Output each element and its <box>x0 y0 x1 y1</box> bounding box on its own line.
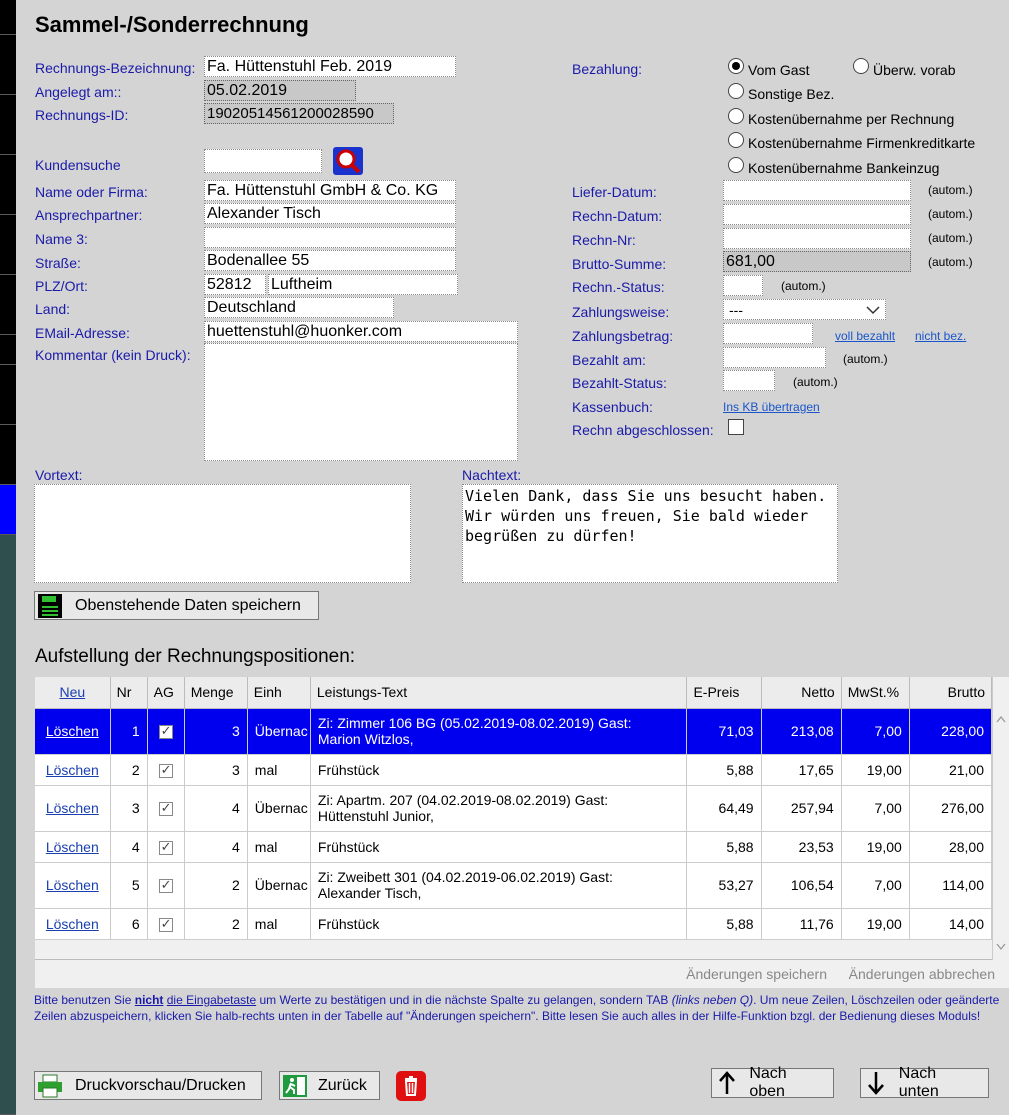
row-text[interactable] <box>310 908 687 939</box>
autom-bezahlt-status: (autom.) <box>793 375 838 389</box>
arrow-down-icon <box>861 1069 891 1097</box>
delete-cell <box>35 785 110 831</box>
delete-row-link[interactable]: Löschen <box>45 915 99 932</box>
row-nr: 2 <box>110 754 147 785</box>
row-einh[interactable]: Übernac <box>247 785 310 831</box>
table-header-row <box>35 677 992 708</box>
radio-ku-bankeinzug[interactable] <box>728 157 744 173</box>
sidebar-segment[interactable] <box>0 35 16 95</box>
row-text[interactable] <box>310 831 687 862</box>
row-text[interactable] <box>310 785 687 831</box>
delete-button[interactable] <box>396 1071 426 1101</box>
row-einh[interactable]: mal <box>247 831 310 862</box>
delete-row-link[interactable]: Löschen <box>45 723 99 739</box>
radio-sonstige[interactable] <box>728 83 744 99</box>
save-data-label: Obenstehende Daten speichern <box>75 596 301 614</box>
label-rechn-nr: Rechn-Nr: <box>572 232 636 248</box>
autom-rechn-nr: (autom.) <box>928 231 973 245</box>
table-bottom-space <box>35 940 992 960</box>
row-ag[interactable] <box>147 831 184 862</box>
label-brutto-summe: Brutto-Summe: <box>572 256 667 272</box>
abgeschlossen-checkbox[interactable] <box>728 419 744 435</box>
scroll-bottom-button[interactable] <box>860 1065 989 1100</box>
row-text[interactable] <box>310 754 687 785</box>
table-row[interactable] <box>35 708 992 754</box>
label-bezeichnung: Rechnungs-Bezeichnung: <box>35 60 196 76</box>
radio-vom-gast[interactable] <box>728 58 744 74</box>
row-epreis[interactable]: 5,88 <box>687 831 761 862</box>
label-bezahlt-status: Bezahlt-Status: <box>572 375 667 391</box>
rechnungs-id-field: 19020514561200028590 <box>204 103 394 124</box>
row-text-line1: Zi: Zimmer 106 BG (05.02.2019-08.02.2019) Gast: <box>317 715 632 731</box>
row-epreis[interactable]: 71,03 <box>687 708 761 754</box>
col-netto: Netto <box>761 677 841 708</box>
row-epreis[interactable]: 64,49 <box>687 785 761 831</box>
label-ansprechpartner: Ansprechpartner: <box>35 207 143 223</box>
vortext-textarea[interactable] <box>34 484 411 583</box>
row-epreis[interactable]: 5,88 <box>687 908 761 939</box>
col-brutto: Brutto <box>909 677 991 708</box>
name-firma-input[interactable]: Fa. Hüttenstuhl GmbH & Co. KG <box>204 180 456 201</box>
row-text[interactable] <box>310 708 687 754</box>
row-brutto[interactable]: 28,00 <box>909 831 991 862</box>
nachtext-textarea[interactable]: Vielen Dank, dass Sie uns besucht haben. Wir würden uns freuen, Sie bald wieder begrüßen zu dürfen! <box>462 484 838 583</box>
row-text[interactable] <box>310 862 687 908</box>
help-note <box>34 992 1000 1024</box>
label-rechn-status: Rechn.-Status: <box>572 279 665 295</box>
bezahlt-status-input[interactable] <box>723 370 775 391</box>
col-epreis: E-Preis <box>687 677 761 708</box>
trash-icon <box>396 1071 426 1101</box>
delete-cell <box>35 708 110 754</box>
autom-rechn-status: (autom.) <box>781 279 826 293</box>
label-plz-ort: PLZ/Ort: <box>35 278 88 294</box>
rechn-nr-input[interactable] <box>723 228 911 249</box>
row-netto: 23,53 <box>761 831 841 862</box>
col-ag: AG <box>147 677 184 708</box>
row-netto: 17,65 <box>761 754 841 785</box>
label-liefer-datum: Liefer-Datum: <box>572 184 657 200</box>
arrow-up-icon <box>712 1069 741 1097</box>
row-nr: 3 <box>110 785 147 831</box>
ag-checkbox[interactable] <box>159 764 173 778</box>
chevron-down-icon <box>866 305 880 315</box>
label-abgeschlossen: Rechn abgeschlossen: <box>572 422 714 438</box>
row-epreis[interactable]: 5,88 <box>687 754 761 785</box>
delete-row-link[interactable]: Löschen <box>45 761 99 778</box>
row-ag[interactable] <box>147 908 184 939</box>
sidebar-segment[interactable] <box>0 0 16 35</box>
exit-door-icon <box>280 1072 310 1099</box>
sidebar-segment[interactable] <box>0 275 16 335</box>
label-kommentar: Kommentar (kein Druck): <box>35 347 191 363</box>
label-zahlungsweise: Zahlungsweise: <box>572 304 670 320</box>
radio-ku-firmenkredit[interactable] <box>728 132 744 148</box>
row-einh[interactable]: Übernac <box>247 862 310 908</box>
row-text-line2: Alexander Tisch, <box>317 885 422 901</box>
col-nr: Nr <box>110 677 147 708</box>
table-footer <box>35 960 1009 988</box>
row-netto: 106,54 <box>761 862 841 908</box>
ag-checkbox[interactable] <box>159 841 173 855</box>
rechn-status-input[interactable] <box>723 275 763 296</box>
row-mwst[interactable]: 7,00 <box>841 785 909 831</box>
radio-uberw-vorab[interactable] <box>853 58 869 74</box>
row-menge[interactable]: 2 <box>184 908 247 939</box>
back-label: Zurück <box>318 1076 367 1094</box>
row-text-line2: Hüttenstuhl Junior, <box>317 808 434 824</box>
sidebar-segment[interactable] <box>0 425 16 485</box>
autom-brutto: (autom.) <box>928 255 973 269</box>
positions-title: Aufstellung der Rechnungspositionen: <box>35 646 356 667</box>
scroll-top-label: Nach oben <box>749 1065 787 1100</box>
label-name3: Name 3: <box>35 231 88 247</box>
nicht-bez-link[interactable]: nicht bez. <box>915 329 967 343</box>
label-rechnungs-id: Rechnungs-ID: <box>35 107 129 123</box>
sidebar-segment[interactable] <box>0 365 16 425</box>
row-menge[interactable]: 4 <box>184 831 247 862</box>
row-ag[interactable] <box>147 708 184 754</box>
scroll-top-button[interactable] <box>711 1065 834 1100</box>
row-ag[interactable] <box>147 785 184 831</box>
row-netto: 11,76 <box>761 908 841 939</box>
kundensuche-input[interactable] <box>204 149 322 173</box>
autom-rechn-datum: (autom.) <box>928 207 973 221</box>
note-underline: die Eingabetaste <box>166 993 257 1007</box>
row-text-line1: Zi: Zweibett 301 (04.02.2019-06.02.2019) Gast: <box>317 869 613 885</box>
delete-cell <box>35 831 110 862</box>
delete-row-link[interactable]: Löschen <box>45 877 99 893</box>
row-text-line1: Frühstück <box>317 915 380 932</box>
name3-input[interactable] <box>204 227 456 248</box>
ag-checkbox[interactable] <box>159 802 173 816</box>
row-netto: 213,08 <box>761 708 841 754</box>
row-menge[interactable]: 3 <box>184 754 247 785</box>
label-angelegt: Angelegt am:: <box>35 84 122 100</box>
row-nr: 6 <box>110 908 147 939</box>
angelegt-field: 05.02.2019 <box>204 80 356 101</box>
brutto-summe-field: 681,00 <box>723 251 911 272</box>
ag-checkbox[interactable] <box>159 725 173 739</box>
printer-icon <box>35 1072 65 1099</box>
page-title: Sammel-/Sonderrechnung <box>35 12 309 37</box>
row-mwst[interactable]: 19,00 <box>841 908 909 939</box>
sidebar-segment-active[interactable] <box>0 485 16 535</box>
label-vortext: Vortext: <box>35 467 83 483</box>
table-row[interactable] <box>35 908 992 939</box>
delete-row-link[interactable]: Löschen <box>45 838 99 855</box>
row-mwst[interactable]: 7,00 <box>841 862 909 908</box>
ort-input[interactable]: Luftheim <box>268 274 458 295</box>
label-strasse: Straße: <box>35 255 81 271</box>
back-button[interactable] <box>279 1071 380 1100</box>
magnifier-icon <box>333 147 363 175</box>
save-data-button[interactable] <box>34 591 319 620</box>
bezahlt-am-input[interactable] <box>723 347 826 368</box>
row-einh[interactable]: Übernac <box>247 708 310 754</box>
note-text: um Werte zu bestätigen und in die nächste Spalte zu gelangen, sondern TAB <box>256 993 672 1007</box>
label-rechn-datum: Rechn-Datum: <box>572 208 663 224</box>
radio-ku-rechnung[interactable] <box>728 108 744 124</box>
col-mwst: MwSt.% <box>841 677 909 708</box>
label-kundensuche: Kundensuche <box>35 157 121 173</box>
radio-label-sonstige: Sonstige Bez. <box>748 86 835 102</box>
autom-liefer: (autom.) <box>928 183 973 197</box>
delete-cell <box>35 908 110 939</box>
liefer-datum-input[interactable] <box>723 180 911 201</box>
ansprechpartner-input[interactable]: Alexander Tisch <box>204 203 456 224</box>
label-nachtext: Nachtext: <box>462 467 522 483</box>
bezeichnung-input[interactable]: Fa. Hüttenstuhl Feb. 2019 <box>204 56 456 77</box>
row-brutto[interactable]: 14,00 <box>909 908 991 939</box>
scroll-up-icon[interactable] <box>996 715 1006 723</box>
row-menge[interactable]: 3 <box>184 708 247 754</box>
row-menge[interactable]: 2 <box>184 862 247 908</box>
row-einh[interactable]: mal <box>247 908 310 939</box>
row-mwst[interactable]: 19,00 <box>841 754 909 785</box>
row-text-line1: Frühstück <box>317 761 380 778</box>
label-email: EMail-Adresse: <box>35 325 130 341</box>
table-row[interactable] <box>35 785 992 831</box>
cancel-changes-button[interactable]: Änderungen abbrechen <box>848 966 995 982</box>
col-menge: Menge <box>184 677 247 708</box>
strasse-input[interactable]: Bodenallee 55 <box>204 250 456 271</box>
ag-checkbox[interactable] <box>159 918 173 932</box>
row-menge[interactable]: 4 <box>184 785 247 831</box>
note-text: . Um neue Zeilen, Löschzeilen oder geänderte Zeilen abzuspeichern, klicken Sie halb-rechts unten in der Tabelle auf "Änderungen speichern". Bitte lesen Sie auch alles in der Hilfe-Funktion bzgl. der Bedienung dieses Moduls! <box>34 993 1000 1023</box>
scroll-bottom-label: Nach unten <box>898 1065 939 1100</box>
col-neu[interactable] <box>35 677 110 708</box>
row-einh[interactable]: mal <box>247 754 310 785</box>
row-nr: 4 <box>110 831 147 862</box>
note-bold: nicht <box>134 993 164 1007</box>
land-input[interactable]: Deutschland <box>204 297 394 318</box>
zahlungsweise-value: --- <box>729 302 743 318</box>
ag-checkbox[interactable] <box>159 879 173 893</box>
save-changes-button[interactable]: Änderungen speichern <box>686 966 827 982</box>
table-row[interactable] <box>35 754 992 785</box>
label-kassenbuch: Kassenbuch: <box>572 399 653 415</box>
delete-cell <box>35 754 110 785</box>
row-brutto[interactable]: 21,00 <box>909 754 991 785</box>
row-mwst[interactable]: 7,00 <box>841 708 909 754</box>
col-einh: Einh <box>247 677 310 708</box>
sidebar-segment-lower[interactable] <box>0 535 16 1115</box>
zahlungsweise-select[interactable] <box>723 299 886 320</box>
row-ag[interactable] <box>147 754 184 785</box>
label-name-firma: Name oder Firma: <box>35 184 148 200</box>
sidebar-segment[interactable] <box>0 215 16 275</box>
row-brutto[interactable]: 228,00 <box>909 708 991 754</box>
positions-table <box>35 677 992 940</box>
search-button[interactable] <box>333 147 363 175</box>
scroll-down-icon[interactable] <box>996 943 1006 951</box>
sidebar-segment[interactable] <box>0 335 16 365</box>
print-button[interactable] <box>34 1071 262 1100</box>
delete-cell <box>35 862 110 908</box>
row-epreis[interactable]: 53,27 <box>687 862 761 908</box>
table-row[interactable] <box>35 862 992 908</box>
rechn-datum-input[interactable] <box>723 204 911 225</box>
row-text-line1: Frühstück <box>317 838 380 855</box>
note-italic: (links neben Q) <box>671 993 754 1007</box>
col-text: Leistungs-Text <box>310 677 687 708</box>
row-nr: 1 <box>110 708 147 754</box>
ins-kb-link[interactable]: Ins KB übertragen <box>723 400 820 414</box>
label-zahlungsbetrag: Zahlungsbetrag: <box>572 328 674 344</box>
floppy-disk-icon <box>35 592 65 619</box>
row-mwst[interactable]: 19,00 <box>841 831 909 862</box>
email-input[interactable]: huettenstuhl@huonker.com <box>204 321 518 342</box>
label-bezahlung: Bezahlung: <box>572 61 643 77</box>
autom-bezahlt-am: (autom.) <box>843 352 888 366</box>
left-sidebar <box>0 0 16 1113</box>
row-ag[interactable] <box>147 862 184 908</box>
print-label: Druckvorschau/Drucken <box>75 1076 246 1094</box>
delete-row-link[interactable]: Löschen <box>45 800 99 816</box>
radio-label-vom-gast: Vom Gast <box>748 62 810 78</box>
voll-bezahlt-link[interactable]: voll bezahlt <box>835 329 896 343</box>
plz-input[interactable]: 52812 <box>204 274 266 295</box>
radio-label-ku-bankeinzug: Kostenübernahme Bankeinzug <box>748 160 940 176</box>
row-brutto[interactable]: 276,00 <box>909 785 991 831</box>
radio-label-ku-firmenkredit: Kostenübernahme Firmenkreditkarte <box>748 135 976 151</box>
kommentar-textarea[interactable] <box>204 343 518 461</box>
label-bezahlt-am: Bezahlt am: <box>572 352 646 368</box>
radio-label-ku-rechnung: Kostenübernahme per Rechnung <box>748 111 955 127</box>
table-scrollbar[interactable] <box>992 677 1009 960</box>
note-text: Bitte benutzen Sie <box>34 993 135 1007</box>
zahlungsbetrag-input[interactable] <box>723 323 813 344</box>
row-brutto[interactable]: 114,00 <box>909 862 991 908</box>
table-row[interactable] <box>35 831 992 862</box>
sidebar-segment[interactable] <box>0 95 16 155</box>
row-text-line2: Marion Witzlos, <box>317 731 414 747</box>
row-text-line1: Zi: Apartm. 207 (04.02.2019-08.02.2019) Gast: <box>317 792 609 808</box>
neu-link[interactable]: Neu <box>59 684 86 701</box>
radio-label-uberw-vorab: Überw. vorab <box>873 62 956 78</box>
label-land: Land: <box>35 301 71 317</box>
row-nr: 5 <box>110 862 147 908</box>
row-netto: 257,94 <box>761 785 841 831</box>
sidebar-segment[interactable] <box>0 155 16 215</box>
